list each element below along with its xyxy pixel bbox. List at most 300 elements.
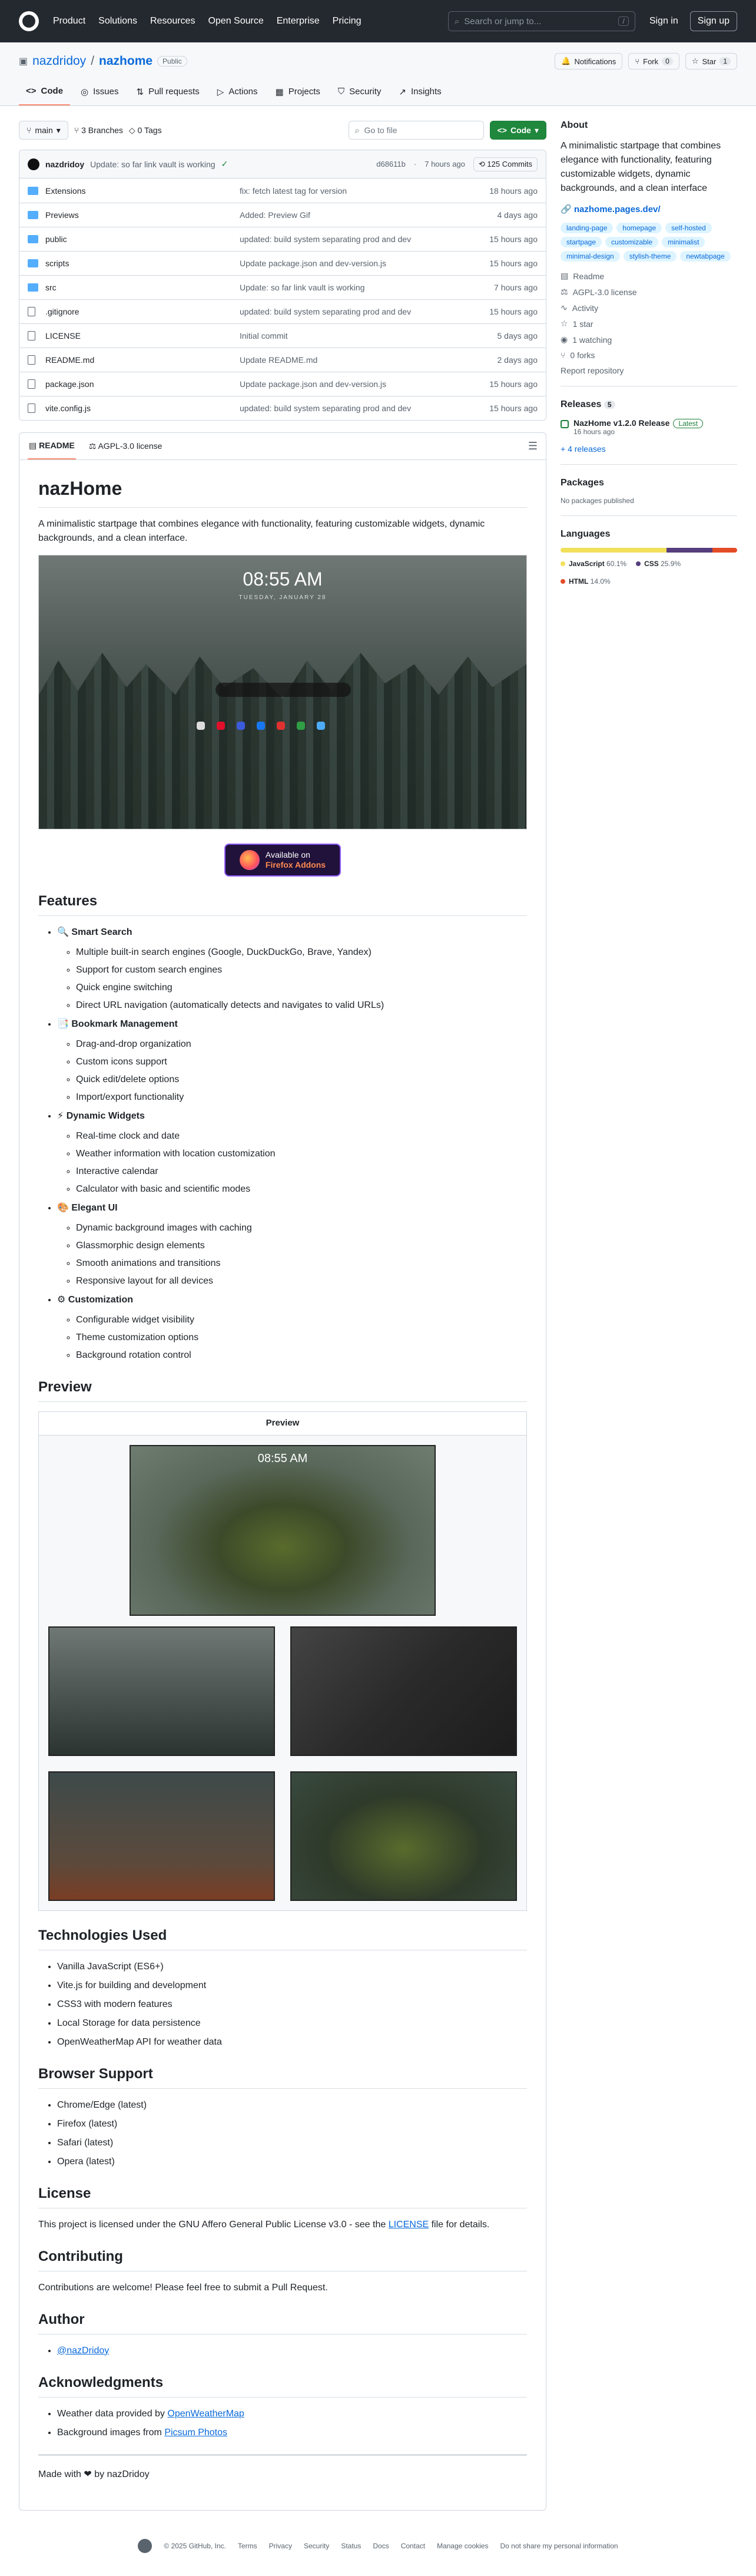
commit-author[interactable]: nazdridoy — [45, 159, 85, 169]
hero-clock — [39, 565, 526, 602]
file-row[interactable] — [19, 323, 546, 348]
fork-label: Fork — [643, 57, 659, 66]
license-pre: This project is licensed under the GNU Affero General Public License v3.0 - see the — [38, 2219, 389, 2230]
preview-city-screenshot[interactable] — [48, 1771, 275, 1901]
file-commit-message[interactable]: Update README.md — [240, 355, 318, 365]
file-commit-message[interactable]: updated: build system separating prod and dev — [240, 307, 412, 316]
report-repository-link[interactable]: Report repository — [561, 366, 624, 375]
file-commit-time: 15 hours ago — [489, 234, 538, 244]
folder-icon — [28, 235, 38, 243]
language-name: CSS — [644, 560, 659, 568]
more-releases-link[interactable]: + 4 releases — [561, 444, 606, 454]
meta-label: Activity — [572, 303, 599, 313]
file-commit-time: 7 hours ago — [494, 283, 538, 292]
tab-actions-label: Actions — [228, 87, 258, 97]
repo-name-link[interactable]: nazhome — [99, 54, 153, 68]
tab-projects[interactable] — [268, 81, 327, 105]
topic-tag[interactable]: startpage — [561, 237, 602, 247]
license-post: file for details. — [429, 2219, 490, 2230]
list-item: ◦ Configurable widget visibility — [76, 1313, 527, 1327]
meta-label: 1 star — [572, 319, 593, 329]
file-commit-time: 15 hours ago — [489, 404, 538, 413]
avatar[interactable] — [28, 158, 39, 170]
nav-pricing[interactable]: Pricing — [332, 16, 362, 26]
file-name[interactable]: Extensions — [45, 186, 86, 196]
file-name[interactable]: README.md — [45, 355, 95, 365]
go-to-file-input[interactable] — [349, 121, 484, 140]
file-icon — [28, 331, 35, 340]
main-column — [19, 120, 546, 2511]
fork-icon: ⑂ — [635, 57, 640, 66]
graph-icon: ↗ — [399, 87, 406, 97]
license-link[interactable]: LICENSE — [388, 2219, 429, 2230]
book-icon: ▤ — [29, 441, 39, 450]
language-name: JavaScript — [569, 560, 605, 568]
list-item: ◦ Support for custom search engines — [76, 963, 527, 977]
slash: / — [91, 54, 95, 68]
nav-solutions[interactable]: Solutions — [98, 16, 137, 26]
file-browser — [19, 150, 546, 421]
hero-bookmarks — [197, 722, 325, 730]
footer-link[interactable]: Privacy — [268, 2541, 292, 2550]
branch-icon: ⑂ — [74, 125, 82, 135]
file-row[interactable] — [19, 348, 546, 372]
github-logo-icon[interactable] — [138, 2539, 152, 2553]
file-commit-message[interactable]: updated: build system separating prod and dev — [240, 234, 412, 244]
tech-list — [38, 1960, 527, 2049]
outline-menu-icon[interactable]: ☰ — [528, 440, 538, 452]
tab-issues[interactable] — [74, 81, 125, 105]
language-percent: 60.1% — [606, 560, 627, 568]
check-icon: ✓ — [221, 159, 228, 168]
search-icon: ⌕ — [454, 16, 460, 27]
code-toolbar — [19, 120, 546, 140]
meta-label: AGPL-3.0 license — [572, 287, 637, 297]
list-item: ◦ Direct URL navigation (automatically detects and navigates to valid URLs) — [76, 998, 527, 1013]
language-dot-icon — [636, 561, 641, 566]
topics — [561, 223, 737, 262]
footer-link[interactable]: Security — [303, 2541, 330, 2550]
readme-tab[interactable] — [28, 433, 76, 459]
bell-icon: 🔔 — [561, 57, 571, 65]
file-name[interactable]: scripts — [45, 259, 69, 268]
file-icon — [28, 404, 35, 413]
meta-label: 0 forks — [570, 350, 595, 360]
ack1-text: Weather data provided by — [57, 2408, 168, 2419]
languages-heading: Languages — [561, 529, 611, 539]
tags-link[interactable] — [129, 125, 162, 135]
language-item[interactable] — [561, 577, 611, 586]
no-packages-text: No packages published — [561, 497, 634, 505]
preview-heading: Preview — [38, 1377, 527, 1402]
file-icon — [28, 379, 35, 389]
list-item: ◦ Responsive layout for all devices — [76, 1274, 527, 1288]
language-bar-segment — [561, 548, 667, 553]
feature-title: Elegant UI — [71, 1203, 118, 1213]
file-row[interactable] — [19, 372, 546, 396]
feature-icon: ⚙ — [57, 1295, 68, 1305]
feature-sublist — [57, 1221, 527, 1288]
shield-icon: ⛉ — [337, 87, 345, 97]
commits-link[interactable] — [473, 157, 538, 171]
list-item: ◦ Glassmorphic design elements — [76, 1239, 527, 1253]
list-item: ◦ Drag-and-drop organization — [76, 1037, 527, 1051]
search-icon: ⌕ — [354, 125, 360, 135]
topic-tag[interactable]: landing-page — [561, 223, 613, 233]
feature-icon: ⚡ — [57, 1111, 67, 1121]
branch-select[interactable] — [19, 121, 68, 140]
list-item: • Local Storage for data persistence — [57, 2016, 527, 2031]
preview-forest-screenshot[interactable] — [48, 1626, 275, 1756]
file-commit-message[interactable]: Update package.json and dev-version.js — [240, 259, 387, 268]
file-name[interactable]: Previews — [45, 210, 79, 220]
file-name[interactable]: vite.config.js — [45, 404, 91, 413]
topic-tag[interactable]: newtabpage — [680, 251, 730, 262]
file-commit-message[interactable]: fix: fetch latest tag for version — [240, 186, 347, 196]
search-input[interactable] — [448, 11, 635, 31]
sign-in-link[interactable]: Sign in — [649, 16, 678, 26]
folder-icon — [28, 187, 38, 195]
feature-item — [57, 1293, 527, 1363]
nav-product[interactable]: Product — [53, 16, 86, 26]
readme-title: nazHome — [38, 474, 527, 508]
star-label: Star — [702, 57, 717, 66]
meta-label: 1 watching — [572, 335, 612, 345]
language-dot-icon — [561, 561, 565, 566]
code-icon: <> — [497, 125, 507, 135]
law-icon: ⚖ — [88, 441, 98, 451]
release-time: 16 hours ago — [573, 428, 615, 436]
tab-security[interactable] — [331, 81, 388, 105]
nav-enterprise[interactable]: Enterprise — [276, 16, 320, 26]
go-to-file-placeholder: Go to file — [364, 125, 397, 135]
file-name[interactable]: src — [45, 283, 57, 292]
list-item: ◦ Custom icons support — [76, 1055, 527, 1069]
fork-icon: ⑂ — [561, 350, 566, 360]
chevron-down-icon: ▾ — [534, 125, 539, 135]
meta-item[interactable] — [561, 303, 737, 313]
file-commit-time: 15 hours ago — [489, 379, 538, 389]
pull-request-icon: ⇅ — [136, 87, 144, 97]
notifications-button[interactable] — [555, 53, 622, 70]
language-item[interactable] — [636, 560, 681, 568]
book-icon: ▤ — [561, 271, 569, 280]
file-row[interactable] — [19, 203, 546, 227]
features-list — [38, 925, 527, 1363]
topic-tag[interactable]: customizable — [605, 237, 658, 247]
releases-count: 5 — [604, 401, 615, 409]
search-placeholder: Search or jump to... — [464, 16, 542, 27]
hero-screenshot[interactable] — [38, 555, 527, 829]
repo-meta — [561, 271, 737, 360]
table-icon: ▦ — [275, 87, 284, 97]
language-item[interactable] — [561, 560, 626, 568]
file-row[interactable] — [19, 275, 546, 299]
tag-icon — [561, 420, 569, 428]
feature-sublist — [57, 945, 527, 1013]
feature-sublist — [57, 1037, 527, 1105]
list-item: • Vite.js for building and development — [57, 1979, 527, 1993]
file-commit-message[interactable]: Update: so far link vault is working — [240, 283, 365, 292]
branches-label: 3 Branches — [81, 125, 123, 135]
file-commit-message[interactable]: updated: build system separating prod and dev — [240, 404, 412, 413]
slash-key-icon: / — [618, 16, 628, 26]
tab-code-label: Code — [41, 86, 64, 96]
feature-icon: 🔍 — [57, 927, 72, 937]
openweathermap-link[interactable]: OpenWeatherMap — [167, 2408, 244, 2419]
hero-date: TUESDAY, JANUARY 28 — [238, 594, 327, 601]
list-item: ◦ Quick engine switching — [76, 981, 527, 995]
meta-item[interactable] — [561, 287, 737, 297]
ack2-text: Background images from — [57, 2427, 165, 2438]
file-commit-message[interactable]: Update package.json and dev-version.js — [240, 379, 387, 389]
language-name: HTML — [569, 577, 589, 586]
feature-item — [57, 1017, 527, 1105]
tab-insights-label: Insights — [410, 87, 442, 97]
branches-link[interactable] — [74, 125, 123, 135]
divider — [38, 2454, 527, 2456]
picsum-link[interactable]: Picsum Photos — [164, 2427, 228, 2438]
homepage-link[interactable] — [561, 204, 737, 214]
file-commit-time: 15 hours ago — [489, 259, 538, 268]
list-item: ◦ Import/export functionality — [76, 1090, 527, 1105]
ack-heading: Acknowledgments — [38, 2372, 527, 2398]
repo-header — [0, 42, 756, 106]
file-commit-message[interactable]: Added: Preview Gif — [240, 210, 310, 220]
topic-tag[interactable]: minimal-design — [561, 251, 620, 262]
browser-list — [38, 2098, 527, 2169]
preview-table-header: Preview — [39, 1412, 526, 1436]
preview-calculator-screenshot[interactable] — [290, 1626, 517, 1756]
footer — [0, 2511, 756, 2570]
file-name[interactable]: public — [45, 234, 67, 244]
list-item: ◦ Quick edit/delete options — [76, 1073, 527, 1087]
features-heading: Features — [38, 891, 527, 916]
hero-search-bar — [215, 683, 351, 697]
sidebar — [561, 120, 737, 2511]
firefox-addon-badge[interactable] — [224, 844, 341, 877]
list-item: • OpenWeatherMap API for weather data — [57, 2035, 527, 2049]
readme-tab-label: README — [39, 441, 75, 450]
list-item: ◦ Background rotation control — [76, 1348, 527, 1363]
preview-table — [38, 1411, 527, 1911]
tech-heading: Technologies Used — [38, 1925, 527, 1950]
tab-projects-label: Projects — [288, 87, 320, 97]
about-heading: About — [561, 120, 588, 130]
feature-item — [57, 925, 527, 1013]
file-commit-time: 15 hours ago — [489, 307, 538, 316]
latest-badge: Latest — [673, 419, 703, 428]
topic-tag[interactable]: self-hosted — [665, 223, 712, 233]
list-item — [57, 2344, 527, 2358]
language-bar — [561, 548, 737, 553]
fork-count: 0 — [662, 57, 673, 65]
feature-title: Dynamic Widgets — [66, 1111, 145, 1121]
list-item: ◦ Smooth animations and transitions — [76, 1256, 527, 1271]
release-name[interactable]: NazHome v1.2.0 Release — [573, 418, 670, 428]
file-row[interactable] — [19, 396, 546, 420]
firefox-icon — [240, 850, 260, 870]
list-item: ◦ Calculator with basic and scientific modes — [76, 1182, 527, 1196]
list-item: ◦ Dynamic background images with caching — [76, 1221, 527, 1235]
forest-background — [39, 637, 526, 829]
feature-title: Bookmark Management — [71, 1019, 178, 1029]
license-text — [38, 2218, 527, 2232]
tab-pull-requests-label: Pull requests — [148, 87, 200, 97]
readme-panel — [19, 432, 546, 2511]
list-item: ◦ Multiple built-in search engines (Google, DuckDuckGo, Brave, Yandex) — [76, 945, 527, 960]
footer-link[interactable]: Contact — [400, 2541, 426, 2550]
global-header — [0, 0, 756, 42]
list-item: ◦ Real-time clock and date — [76, 1129, 527, 1143]
folder-icon — [28, 283, 38, 292]
chevron-down-icon: ▾ — [56, 125, 61, 135]
file-icon — [28, 355, 35, 365]
feature-sublist — [57, 1313, 527, 1363]
language-dot-icon — [561, 579, 565, 584]
file-name[interactable]: LICENSE — [45, 331, 81, 340]
star-icon: ☆ — [691, 57, 699, 65]
tab-actions[interactable] — [210, 81, 265, 105]
file-row[interactable] — [19, 227, 546, 251]
addon-line1: Available on — [265, 850, 310, 860]
language-percent: 25.9% — [661, 560, 681, 568]
play-icon: ▷ — [217, 87, 224, 97]
list-item: • Safari (latest) — [57, 2136, 527, 2150]
github-logo-icon[interactable] — [19, 11, 39, 31]
nav-resources[interactable]: Resources — [150, 16, 195, 26]
author-heading: Author — [38, 2309, 527, 2334]
file-name[interactable]: package.json — [45, 379, 94, 389]
homepage-link-label: nazhome.pages.dev/ — [573, 204, 661, 214]
releases-heading[interactable]: Releases — [561, 399, 602, 409]
tab-code[interactable] — [19, 81, 70, 105]
eye-icon: ◉ — [561, 335, 568, 344]
list-item: • Firefox (latest) — [57, 2117, 527, 2131]
file-row[interactable] — [19, 251, 546, 275]
footer-link[interactable]: Terms — [237, 2541, 257, 2550]
license-tab[interactable] — [89, 441, 163, 451]
commits-count: 125 Commits — [487, 159, 532, 168]
feature-item — [57, 1201, 527, 1288]
feature-item — [57, 1109, 527, 1196]
footer-link[interactable]: Docs — [373, 2541, 389, 2550]
tab-pull-requests[interactable] — [129, 81, 206, 105]
link-icon: 🔗 — [561, 204, 574, 214]
commit-message[interactable]: Update: so far link vault is working — [90, 159, 215, 169]
footer-link[interactable]: Manage cookies — [437, 2541, 489, 2550]
visibility-badge: Public — [157, 56, 187, 67]
topic-tag[interactable]: stylish-theme — [624, 251, 677, 262]
file-commit-time: 18 hours ago — [489, 186, 538, 196]
list-item: • CSS3 with modern features — [57, 1998, 527, 2012]
repo-owner-link[interactable]: nazdridoy — [32, 54, 87, 68]
meta-label: Readme — [573, 271, 605, 281]
list-item — [57, 2407, 527, 2421]
footer-link[interactable]: Status — [341, 2541, 362, 2550]
browser-heading: Browser Support — [38, 2064, 527, 2089]
contributing-text: Contributions are welcome! Please feel free to submit a Pull Request. — [38, 2282, 328, 2293]
feature-sublist — [57, 1129, 527, 1196]
branch-label: main — [35, 125, 53, 135]
commit-hash[interactable]: d68611b — [376, 160, 406, 168]
feature-title: Customization — [68, 1295, 134, 1305]
hero-time: 08:55 AM — [243, 568, 323, 590]
topic-tag[interactable]: homepage — [616, 223, 662, 233]
tags-label: 0 Tags — [137, 125, 162, 135]
repo-tabs — [19, 81, 737, 105]
folder-icon — [28, 211, 38, 219]
star-count: 1 — [719, 57, 731, 65]
contributing-heading: Contributing — [38, 2246, 527, 2271]
issue-icon: ◎ — [81, 87, 89, 97]
file-commit-time: 2 days ago — [497, 355, 538, 365]
meta-item[interactable] — [561, 335, 737, 345]
file-name[interactable]: .gitignore — [45, 307, 79, 316]
tag-icon: ◇ — [128, 125, 138, 135]
latest-commit: nazdridoy Update: so far link vault is working ✓ d68611b · 7 hours ago ⟲ 125 Commits — [19, 150, 546, 178]
license-heading: License — [38, 2183, 527, 2208]
packages-heading[interactable]: Packages — [561, 478, 604, 488]
meta-item[interactable] — [561, 350, 737, 360]
list-item — [57, 2426, 527, 2440]
copyright: © 2025 GitHub, Inc. — [164, 2541, 226, 2550]
folder-icon — [28, 259, 38, 267]
file-commit-time: 4 days ago — [497, 210, 538, 220]
file-commit-message[interactable]: Initial commit — [240, 331, 288, 340]
file-commit-time: 5 days ago — [497, 331, 538, 340]
about-description: A minimalistic startpage that combines elegance with functionality, featuring customizable widgets, dynamic backgrounds, and a clean interface — [561, 141, 721, 193]
meta-item[interactable] — [561, 319, 737, 329]
preview-island-screenshot[interactable] — [290, 1771, 517, 1901]
list-item: • Opera (latest) — [57, 2155, 527, 2169]
branch-icon: ⑂ — [26, 125, 32, 135]
file-row[interactable] — [19, 178, 546, 203]
feature-icon: 🎨 — [57, 1203, 72, 1213]
code-button[interactable] — [490, 121, 546, 140]
file-list — [19, 178, 546, 420]
star-icon: ☆ — [561, 319, 568, 328]
tab-insights[interactable] — [392, 81, 448, 105]
made-with: Made with ❤ by nazDridoy — [38, 2469, 150, 2479]
sign-up-button[interactable]: Sign up — [690, 11, 737, 31]
star-button[interactable] — [685, 53, 737, 70]
list-item: ◦ Interactive calendar — [76, 1165, 527, 1179]
tab-issues-label: Issues — [93, 87, 119, 97]
law-icon: ⚖ — [561, 287, 568, 296]
code-button-label: Code — [510, 125, 531, 135]
footer-link[interactable]: Do not share my personal information — [500, 2541, 618, 2550]
list-item: ◦ Weather information with location customization — [76, 1147, 527, 1161]
global-nav — [53, 16, 362, 27]
preview-main-screenshot[interactable] — [130, 1445, 436, 1616]
pulse-icon: ∿ — [561, 303, 568, 312]
author-link[interactable]: @nazDridoy — [57, 2345, 110, 2356]
history-icon: ⟲ — [478, 159, 488, 168]
fork-button[interactable] — [628, 53, 679, 70]
language-bar-segment — [667, 548, 712, 553]
file-row[interactable] — [19, 299, 546, 323]
nav-open-source[interactable]: Open Source — [208, 16, 264, 26]
list-item: • Vanilla JavaScript (ES6+) — [57, 1960, 527, 1974]
meta-item[interactable] — [561, 271, 737, 281]
language-bar-segment — [712, 548, 737, 553]
language-percent: 14.0% — [590, 577, 611, 586]
topic-tag[interactable]: minimalist — [662, 237, 705, 247]
addon-line2: Firefox Addons — [265, 860, 326, 869]
preview-time: 08:55 AM — [257, 1451, 308, 1465]
code-icon: <> — [26, 86, 37, 96]
